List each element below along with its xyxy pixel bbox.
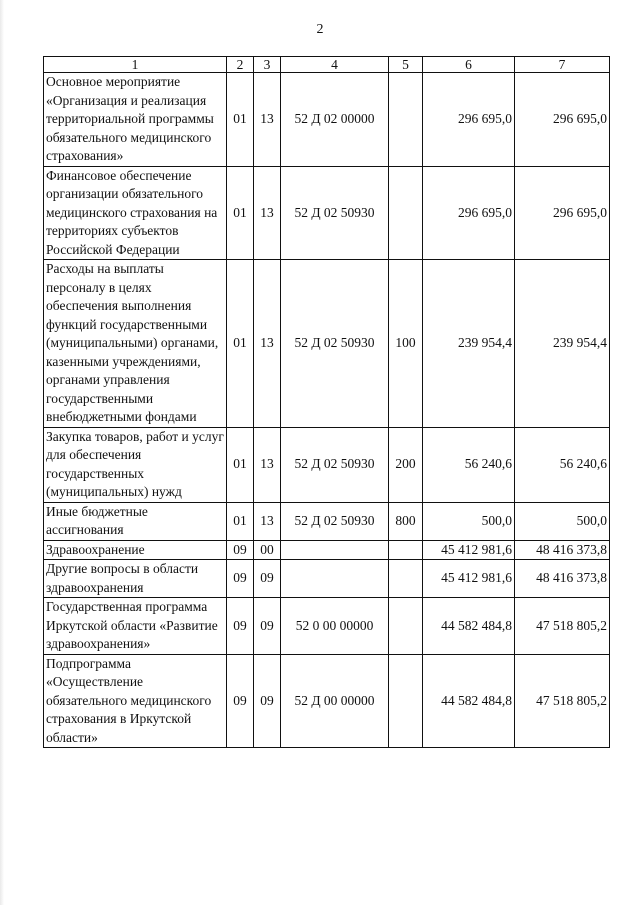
row-sum-year1: 239 954,4 <box>423 260 515 428</box>
row-subsection: 00 <box>254 540 281 560</box>
row-expense-type <box>389 73 423 167</box>
row-expense-type <box>389 166 423 260</box>
row-expense-type <box>389 654 423 748</box>
row-expense-type <box>389 560 423 598</box>
row-name: Другие вопросы в области здравоохранения <box>44 560 227 598</box>
row-subsection: 09 <box>254 598 281 655</box>
row-subsection: 13 <box>254 73 281 167</box>
col-header-sum-year1: 6 <box>423 57 515 73</box>
row-sum-year1: 296 695,0 <box>423 166 515 260</box>
row-expense-type: 800 <box>389 502 423 540</box>
table-row <box>44 654 610 748</box>
row-name: Финансовое обеспечение организации обязательного медицинского страхования на территориях субъектов Российской Федерации <box>44 166 227 260</box>
table-row <box>44 260 610 428</box>
row-target-article <box>281 540 389 560</box>
row-sum-year2: 56 240,6 <box>515 427 610 502</box>
table-row <box>44 427 610 502</box>
budget-table <box>43 56 610 748</box>
page-number: 2 <box>316 22 324 37</box>
row-section: 09 <box>227 598 254 655</box>
row-sum-year2: 239 954,4 <box>515 260 610 428</box>
row-subsection: 09 <box>254 560 281 598</box>
row-subsection: 13 <box>254 502 281 540</box>
table-row <box>44 166 610 260</box>
row-sum-year1: 296 695,0 <box>423 73 515 167</box>
row-expense-type: 200 <box>389 427 423 502</box>
row-sum-year2: 48 416 373,8 <box>515 560 610 598</box>
row-name: Расходы на выплаты персоналу в целях обеспечения выполнения функций государственными (муниципальными) органами, казенными учреждениями, органами управления государственными внебюджетными фондами <box>44 260 227 428</box>
row-subsection: 13 <box>254 427 281 502</box>
row-name: Основное мероприятие «Организация и реализация территориальной программы обязательного медицинского страхования» <box>44 73 227 167</box>
row-sum-year1: 56 240,6 <box>423 427 515 502</box>
row-section: 01 <box>227 260 254 428</box>
row-sum-year2: 47 518 805,2 <box>515 654 610 748</box>
col-header-section: 2 <box>227 57 254 73</box>
row-name: Подпрограмма «Осуществление обязательного медицинского страхования в Иркутской области» <box>44 654 227 748</box>
row-name: Здравоохранение <box>44 540 227 560</box>
row-name: Иные бюджетные ассигнования <box>44 502 227 540</box>
row-target-article <box>281 560 389 598</box>
col-header-target-article: 4 <box>281 57 389 73</box>
row-sum-year1: 44 582 484,8 <box>423 598 515 655</box>
row-section: 09 <box>227 654 254 748</box>
row-section: 09 <box>227 560 254 598</box>
table-row <box>44 598 610 655</box>
row-target-article: 52 Д 02 50930 <box>281 166 389 260</box>
row-expense-type <box>389 540 423 560</box>
row-target-article: 52 Д 02 00000 <box>281 73 389 167</box>
row-sum-year1: 44 582 484,8 <box>423 654 515 748</box>
row-target-article: 52 Д 02 50930 <box>281 260 389 428</box>
table-row <box>44 73 610 167</box>
row-sum-year2: 47 518 805,2 <box>515 598 610 655</box>
table-row <box>44 540 610 560</box>
row-subsection: 13 <box>254 166 281 260</box>
row-section: 01 <box>227 73 254 167</box>
table-row <box>44 502 610 540</box>
row-name: Закупка товаров, работ и услуг для обеспечения государственных (муниципальных) нужд <box>44 427 227 502</box>
row-subsection: 09 <box>254 654 281 748</box>
row-target-article: 52 0 00 00000 <box>281 598 389 655</box>
col-header-name: 1 <box>44 57 227 73</box>
col-header-subsection: 3 <box>254 57 281 73</box>
row-expense-type <box>389 598 423 655</box>
header-row <box>44 57 610 73</box>
row-sum-year1: 500,0 <box>423 502 515 540</box>
row-sum-year2: 296 695,0 <box>515 166 610 260</box>
row-subsection: 13 <box>254 260 281 428</box>
row-section: 09 <box>227 540 254 560</box>
row-expense-type: 100 <box>389 260 423 428</box>
row-target-article: 52 Д 02 50930 <box>281 427 389 502</box>
col-header-expense-type: 5 <box>389 57 423 73</box>
row-section: 01 <box>227 427 254 502</box>
row-sum-year2: 500,0 <box>515 502 610 540</box>
row-sum-year2: 296 695,0 <box>515 73 610 167</box>
row-sum-year2: 48 416 373,8 <box>515 540 610 560</box>
row-sum-year1: 45 412 981,6 <box>423 560 515 598</box>
row-sum-year1: 45 412 981,6 <box>423 540 515 560</box>
row-section: 01 <box>227 166 254 260</box>
row-target-article: 52 Д 00 00000 <box>281 654 389 748</box>
row-target-article: 52 Д 02 50930 <box>281 502 389 540</box>
table-row <box>44 560 610 598</box>
col-header-sum-year2: 7 <box>515 57 610 73</box>
scan-edge-shadow <box>0 0 4 905</box>
row-section: 01 <box>227 502 254 540</box>
row-name: Государственная программа Иркутской области «Развитие здравоохранения» <box>44 598 227 655</box>
